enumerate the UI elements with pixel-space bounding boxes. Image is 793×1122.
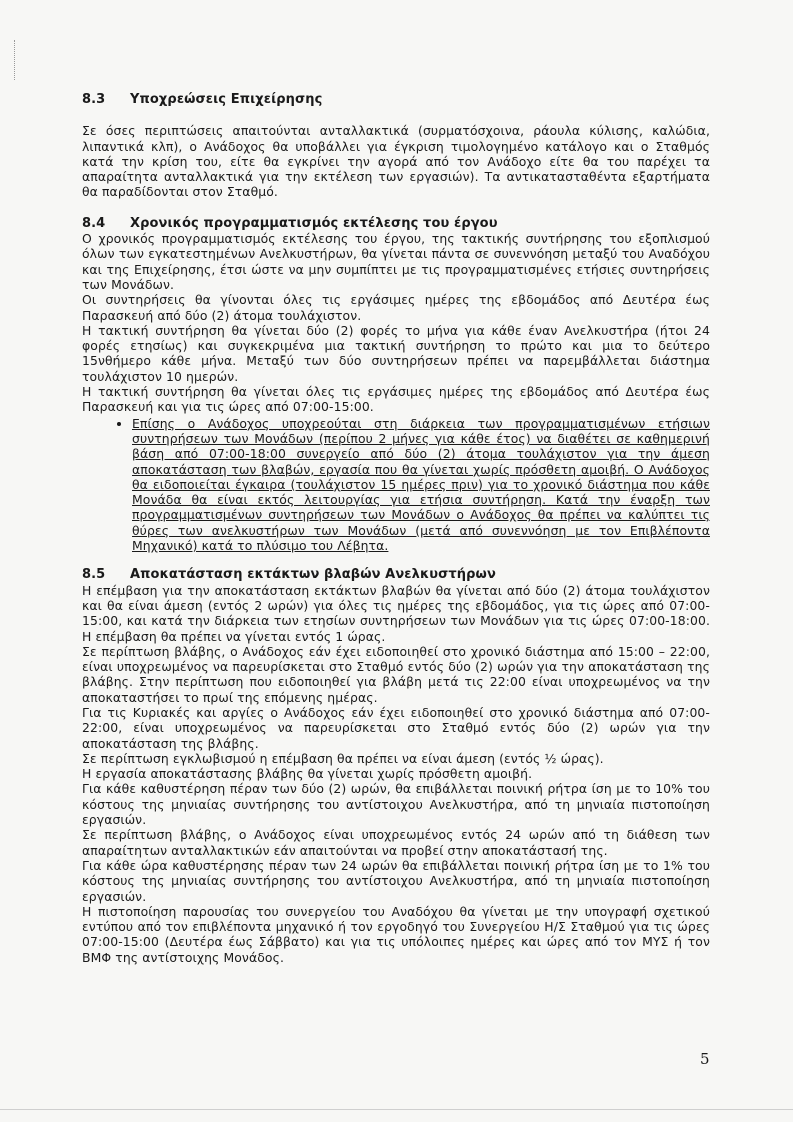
scan-edge-mark: [14, 40, 16, 80]
section-title: Υποχρεώσεις Επιχείρησης: [130, 92, 323, 107]
section-title: Χρονικός προγραμματισμός εκτέλεσης του έργου: [130, 215, 498, 231]
section-title: Αποκατάσταση εκτάκτων βλαβών Ανελκυστήρων: [130, 567, 496, 583]
paragraph: Για κάθε ώρα καθυστέρησης πέραν των 24 ωρών θα επιβάλλεται ποινική ρήτρα ίση με το 1% του κόστους της μηνιαίας συντήρησης του αντίστοιχου Ανελκυστήρα, από τη μηνιαία πιστοποίηση εργασιών.: [82, 857, 710, 904]
list-item: • Επίσης ο Ανάδοχος υποχρεούται στη διάρκεια των προγραμματισμένων ετήσιων συντηρήσεων των Μονάδων (περίπου 2 μήνες για κάθε έτος) να διαθέτει σε καθημερινή βάση από 07:00-18:00 συνεργείο από δύο (2) άτομα τουλάχιστον για την άμεση αποκατάσταση των βλαβών, εργασία που θα γίνεται χωρίς πρόσθετη αμοιβή. Ο Ανάδοχος θα ειδοποιείται έγκαιρα (τουλάχιστον 15 ημέρες πριν) για το χρονικό διάστημα που κάθε Μονάδα θα είναι εκτός λειτουργίας για ετήσια συντήρηση. Κατά την έναρξη των προγραμματισμένων συντηρήσεων των Μονάδων ο Ανάδοχος θα πρέπει να καλύπτει τις θύρες των ανελκυστήρων των Μονάδων (μετά από συνεννόηση με τον Επιβλέποντα Μηχανικό) κατά το πλύσιμο του Λέβητα.: [132, 416, 710, 554]
document-body: [82, 92, 710, 965]
paragraph: Σε όσες περιπτώσεις απαιτούνται ανταλλακτικά (συρματόσχοινα, ράουλα κύλισης, καλώδια, λιπαντικά κλπ), ο Ανάδοχος θα υποβάλλει για έγκριση τιμολογημένο κατάλογο και ο Σταθμός κατά την κρίση του, είτε θα εγκρίνει την αγορά από τον Ανάδοχο είτε θα του παρέχει τα απαραίτητα ανταλλακτικά για την εκτέλεση των εργασιών). Τα αντικατασταθέντα εξαρτήματα θα παραδίδονται στον Σταθμό.: [82, 123, 710, 200]
section-number: 8.3: [82, 92, 106, 107]
paragraph: Ο χρονικός προγραμματισμός εκτέλεσης του έργου, της τακτικής συντήρησης του εξοπλισμού όλων των εγκατεστημένων Ανελκυστήρων, θα γίνεται πάντα σε συνεννόηση μεταξύ του Αναδόχου και της Επιχείρησης, έτσι ώστε να μην συμπίπτει με τις προγραμματισμένες ετήσιες συντηρήσεις των Μονάδων.: [82, 231, 710, 292]
scan-edge-line: [0, 1109, 793, 1110]
paragraph: Για τις Κυριακές και αργίες ο Ανάδοχος εάν έχει ειδοποιηθεί στο χρονικό διάστημα από 07:00-22:00, είναι υποχρεωμένος να παρευρίσκεται στο Σταθμό εντός δύο (2) ωρών για την αποκατάσταση της βλάβης.: [82, 704, 710, 751]
paragraph: Οι συντηρήσεις θα γίνονται όλες τις εργάσιμες ημέρες της εβδομάδος από Δευτέρα έως Παρασκευή από δύο (2) άτομα τουλάχιστον.: [82, 292, 710, 323]
paragraph: Η επέμβαση για την αποκατάσταση εκτάκτων βλαβών θα γίνεται από δύο (2) άτομα τουλάχιστον και θα είναι άμεση (εντός 2 ωρών) για όλες τις ημέρες της εβδομάδος, για τις ώρες από 07:00-15:00, και κατά την διάρκεια των ετησίων συντηρήσεων των Μονάδων για τις ώρες 07:00-18:00. Η επέμβαση θα πρέπει να γίνεται εντός 1 ώρας.: [82, 582, 710, 644]
paragraph: Η τακτική συντήρηση θα γίνεται όλες τις εργάσιμες ημέρες της εβδομάδος από Δευτέρα έως Παρασκευή και για τις ώρες από 07:00-15:00.: [82, 384, 710, 415]
paragraph: Σε περίπτωση εγκλωβισμού η επέμβαση θα πρέπει να είναι άμεση (εντός ½ ώρας).: [82, 750, 604, 766]
section-number: 8.5: [82, 567, 106, 583]
section-heading-8-4: [82, 216, 710, 231]
bullet-list: [82, 416, 710, 554]
page-number: 5: [700, 1050, 710, 1068]
section-heading-8-3: [82, 92, 710, 107]
paragraph: Η εργασία αποκατάστασης βλάβης θα γίνεται χωρίς πρόσθετη αμοιβή.: [82, 766, 533, 782]
paragraph: Η πιστοποίηση παρουσίας του συνεργείου του Αναδόχου θα γίνεται με την υπογραφή σχετικού εντύπου από τον επιβλέποντα μηχανικό ή τον εργοδηγό του Συνεργείου Η/Σ Σταθμού για τις ώρες 07:00-15:00 (Δευτέρα έως Σάββατο) και για τις υπόλοιπες ημέρες και ώρες από τον ΜΥΣ ή τον ΒΜΦ της αντίστοιχης Μονάδος.: [82, 903, 710, 965]
section-number: 8.4: [82, 215, 106, 231]
paragraph: Σε περίπτωση βλάβης, ο Ανάδοχος εάν έχει ειδοποιηθεί στο χρονικό διάστημα από 15:00 – 22:00, είναι υποχρεωμένος να παρευρίσκεται στο Σταθμό εντός δύο (2) ωρών για την αποκατάσταση της βλάβης. Στην περίπτωση που ειδοποιηθεί για βλάβη μετά τις 22:00 είναι υποχρεωμένος να την αποκαταστήσει το πρωί της επόμενης ημέρας.: [82, 643, 710, 705]
paragraph: Για κάθε καθυστέρηση πέραν των δύο (2) ωρών, θα επιβάλλεται ποινική ρήτρα ίση με το 10% του κόστους της μηνιαίας συντήρησης του αντίστοιχου Ανελκυστήρα, από τη μηνιαία πιστοποίηση εργασιών.: [82, 781, 710, 828]
paragraph: Σε περίπτωση βλάβης, ο Ανάδοχος είναι υποχρεωμένος εντός 24 ωρών από τη διάθεση των απαραίτητων ανταλλακτικών εάν απαιτούνται να προβεί στην αποκατάστασή της.: [82, 827, 710, 858]
paragraph: Η τακτική συντήρηση θα γίνεται δύο (2) φορές το μήνα για κάθε έναν Ανελκυστήρα (ήτοι 24 φορές ετησίως) και συγκεκριμένα μια τακτική συντήρηση το πρώτο και μια το δεύτερο 15νθήμερο κάθε μήνα. Μεταξύ των δύο συντηρήσεων πρέπει να παρεμβάλλεται διάστημα τουλάχιστον 10 ημερών.: [82, 322, 710, 384]
section-heading-8-5: [82, 567, 710, 582]
